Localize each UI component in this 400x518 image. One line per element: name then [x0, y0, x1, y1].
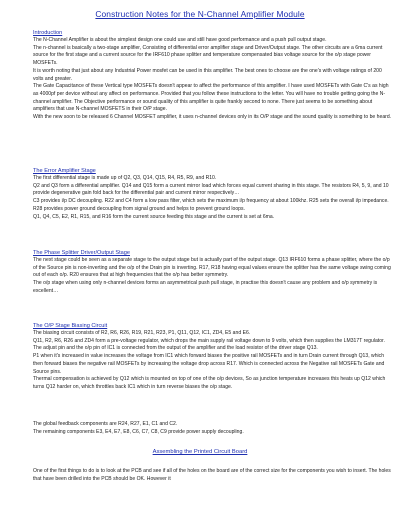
section-body-phase-splitter	[33, 257, 393, 296]
paragraph: Q11, R2, R6, R26 and ZD4 form a pre-voltage regulator, which drops the main supply rail voltage down to 9 volts, which then supplies the LM317T regulator. The adjust pin and the o/p pin of IC1 is connected from the output of the amplifier and the load resistor of the driver stage Q13.	[33, 337, 385, 352]
section-introduction	[33, 30, 393, 122]
section-body-introduction	[33, 37, 393, 122]
paragraph: Thermal compensation is achieved by Q12 which is mounted on top of one of the o/p devices, So as junction temperature increases this heats up Q12 which turns Q12 harder on, which throttles back IC1 which in turn reverse biases the o/p stage.	[33, 376, 386, 391]
section-phase-splitter	[33, 250, 393, 296]
paragraph: The global feedback components are R24, R27, E1, C1 and C2.	[33, 421, 178, 427]
paragraph: It is worth noting that just about any Industrial Power mosfet can be used in this amplifier. The best ones to choose are the one's with voltage ratings of 200 volts and greater.	[33, 67, 382, 82]
paragraph: The first differential stage is made up of Q2, Q3, Q14, Q15, R4, R5, R9, and R10.	[33, 175, 217, 181]
section-body-bias-circuit	[33, 330, 393, 392]
paragraph: The o/p stage when using only n-channel devices forms an asymmetrical push pull stage, in practise this doesn't cause any problem and o/p symmetry is excellent…	[33, 280, 378, 294]
section-assembling	[33, 468, 393, 483]
paragraph: The N-Channel Amplifier is about the simplest design one could use and still have good performance and a push pull output stage.	[33, 37, 327, 43]
section-heading-bias-circuit: The O/P Stage Biasing Circuit	[33, 323, 108, 329]
section-bias-circuit	[33, 323, 393, 392]
section-heading-error-amplifier: The Error Amplifier Stage	[33, 168, 96, 174]
section-global-feedback	[33, 421, 393, 436]
paragraph: The biasing circuit consists of R2, R6, R26, R19, R21, R23, P1, Q11, Q12, IC1, ZD4, E5 and E6.	[33, 330, 251, 336]
section-body-global-feedback	[33, 421, 393, 436]
paragraph: The next stage could be seen as a separate stage to the output stage but is actually part of the output stage. Q13 IRF610 forms a phase splitter, where the o/p of the Source pin is non-inverting and the o/p of the Drain pin is inverting. R17, R18 having equal values ensure the splitter has the same voltage swing coming out of each o/p. R20 ensures that at high frequencies that the o/p has better symmetry.	[33, 257, 391, 279]
paragraph: Q1, Q4, C5, E2, R1, R15, and R16 form the current source feeding this stage and the current is set at 6ma.	[33, 213, 275, 220]
paragraph: The n-channel is basically a two-stage amplifier, Consisting of differential error amplifier stage and Driver/Output stage. The other circuits are a 6ma current source for the first stage and a current source for the IRF610 phase splitter and temperature compensated bias voltage source for the o/p stage power MOSFETs.	[33, 44, 383, 67]
paragraph: P1 when it's increased in value increases the voltage from IC1 which forward biases the positive rail MOSFETs and in turn Drain current through Q13, which then forward biases the negative rail MOSFETs by increasing the voltage drop across R17. Which is connected across the Negative rail MOSFETs Gate and Source pins.	[33, 353, 385, 375]
paragraph: The Gate Capacitance of these Vertical type MOSFETs doesn't appear to affect the performance of this amplifier. I have used MOSFETs with Gate C's as high as 4000pf per device without any affect on performance. Provided that you follow these instructions to the letter. You will have no trouble getting going the N-channel amplifier. The Objective performance or sound quality of this amplifier is quite frankly second to none. There just seems to be something about amplifiers that use N-channel MOSFETS in their O/P stage.	[33, 83, 389, 113]
paragraph: The remaining components E3, E4, E7, E8, C6, C7, C8, C9 provide power supply decoupling.	[33, 428, 244, 435]
section-error-amplifier	[33, 168, 393, 221]
section-heading-introduction: Introduction	[33, 30, 63, 36]
paragraph: With the new soon to be released 6 Channel MOSFET amplifier, it uses n-channel devices only in its O/P stage and the sound quality is something to be heard.	[33, 114, 392, 121]
paragraph: Q2 and Q3 form a differential amplifier. Q14 and Q15 form a current mirror load which forces equal current sharing in this stage. The resistors R4, 5, 9, and 10 provide degenerative gain fold back for the differential pair and current mirror respectively…	[33, 182, 389, 197]
paragraph: One of the first things to do is to look at the PCB and see if all of the holes on the board are of the correct size for the components you wish to insert. The holes that have been drilled into the PCB should be OK. However it	[33, 468, 391, 482]
section-body-error-amplifier	[33, 175, 393, 221]
section-heading-phase-splitter: The Phase Splitter Driver/Output Stage	[33, 250, 131, 256]
section-body-assembling	[33, 468, 393, 483]
paragraph: C3 provides i/p DC decoupling. R22 and C4 form a low pass filter, which sets the maximum i/p frequency at about 100khz. R25 sets the overall i/p impedance. R28 provides power ground decoupling from signal ground and helps to prevent ground loops.	[33, 198, 389, 212]
document-title: Construction Notes for the N-Channel Amplifier Module	[95, 9, 305, 19]
section-heading-assembling: Assembling the Printed Circuit Board	[152, 449, 248, 455]
